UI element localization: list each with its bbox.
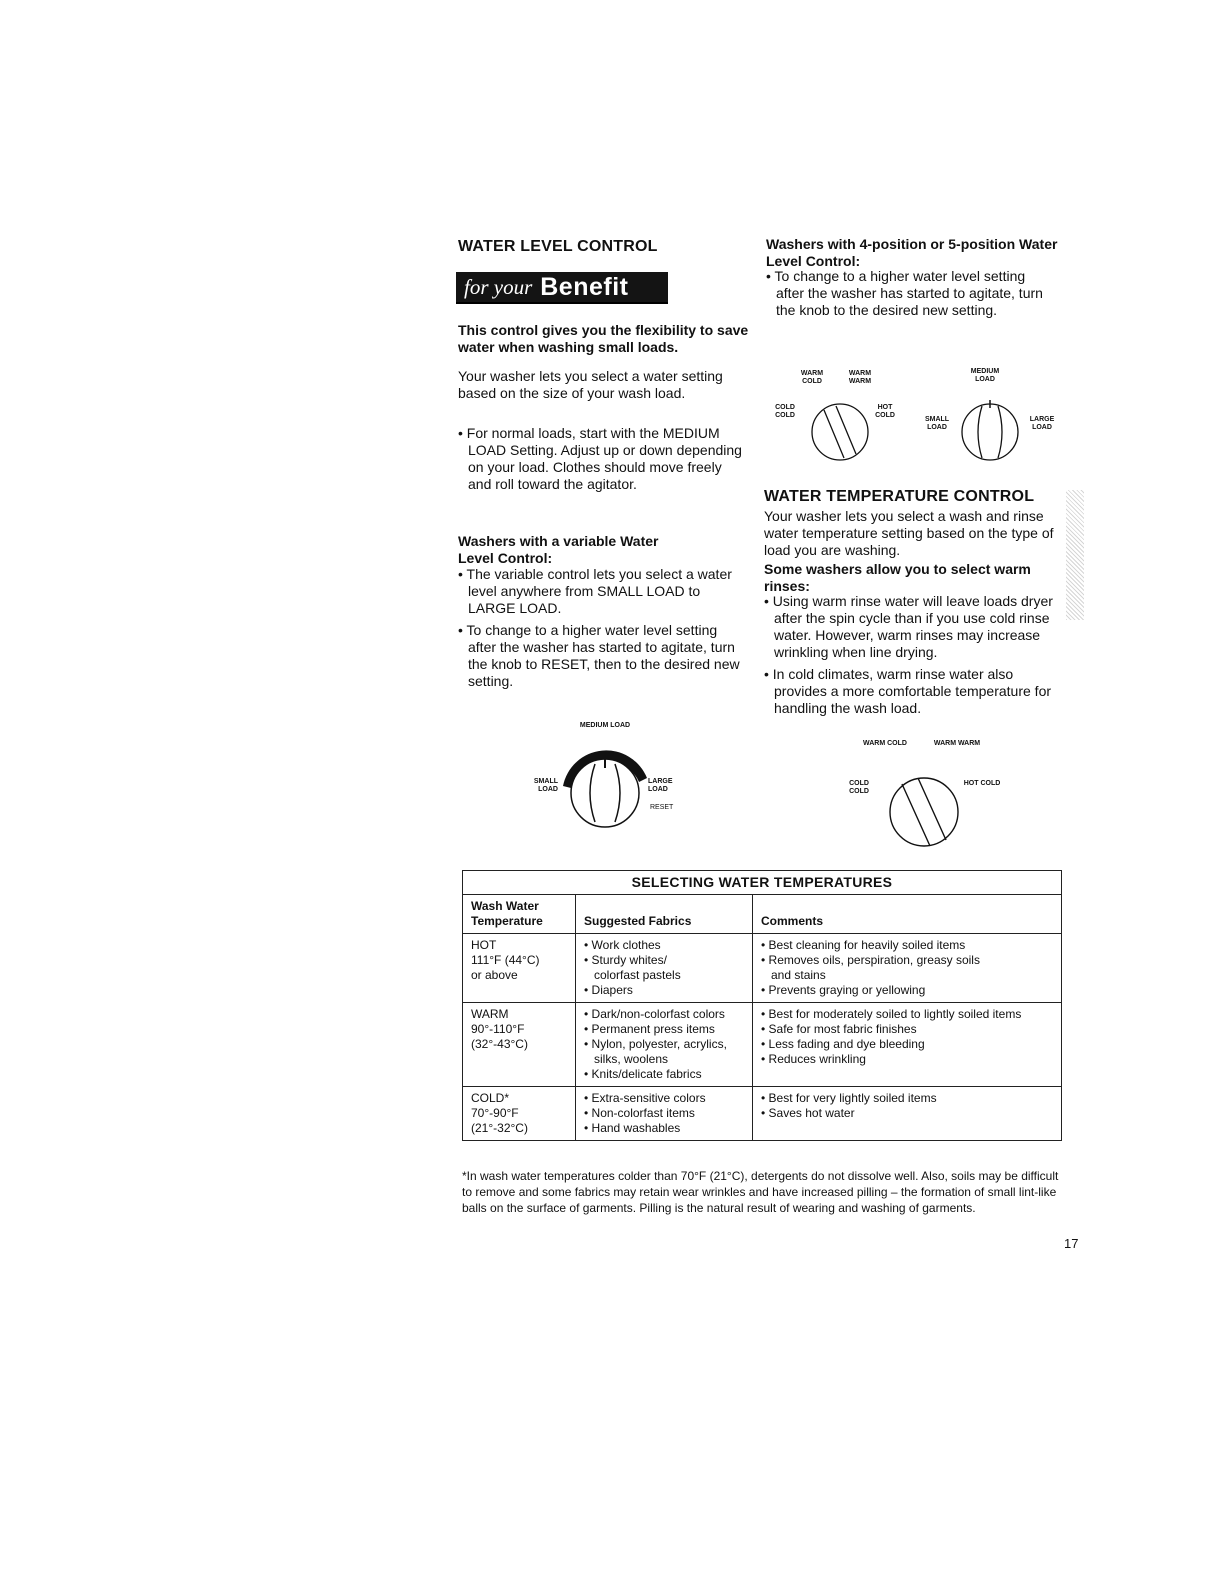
table-header-fabrics: Suggested Fabrics (576, 895, 753, 934)
variable-level-dial (520, 718, 690, 833)
table-cell-fabrics: • Work clothes • Sturdy whites/ colorfast pastels • Diapers (576, 934, 753, 1003)
dial-label-warm-warm: WARM WARM (933, 740, 981, 747)
dial-label-warm-cold: WARM COLD (863, 740, 907, 747)
dial-label-medium-load: MEDIUM LOAD (970, 368, 1000, 383)
table-cell-fabrics: • Dark/non-colorfast colors • Permanent press items • Nylon, polyester, acrylics, silks, woolens • Knits/delicate fabrics (576, 1003, 753, 1087)
dial-label-warm-warm: WARM WARM (848, 370, 872, 385)
benefit-banner-part2: Benefit (540, 272, 629, 301)
dial-label-hot-cold: HOT COLD (963, 780, 1001, 787)
knob-icon (956, 394, 1024, 464)
dial-label-large-load: LARGE LOAD (648, 778, 673, 793)
water-level-intro: Your washer lets you select a water setting based on the size of your wash load. (458, 368, 723, 401)
footnote: *In wash water temperatures colder than 70°F (21°C), detergents do not dissolve well. Also, soils may be difficult to remove and some fabrics may retain wear wrinkles and have increased pilling – the formation of small lint-like balls on the surface of garments. Pilling is the natural result of wearing and washing of garments. (462, 1169, 1059, 1215)
water-level-heading: WATER LEVEL CONTROL (458, 238, 658, 255)
water-level-bullets (458, 420, 743, 493)
list-item: • The variable control lets you select a water level anywhere from SMALL LOAD to LARGE LOAD. (458, 566, 732, 616)
table-cell-temperature: WARM 90°-110°F (32°-43°C) (463, 1003, 576, 1087)
dial-label-small-load: SMALL LOAD (924, 416, 950, 431)
table-cell-comments: • Best for very lightly soiled items • Saves hot water (753, 1087, 1062, 1141)
water-level-lead: This control gives you the flexibility to save water when washing small loads. (458, 322, 749, 355)
water-temperature-heading: WATER TEMPERATURE CONTROL (764, 488, 1035, 505)
dial-label-reset: RESET (650, 804, 674, 811)
dial-label-large-load: LARGE LOAD (1029, 416, 1055, 431)
table-header-temperature: Wash Water Temperature (463, 895, 576, 934)
table-cell-comments: • Best for moderately soiled to lightly soiled items • Safe for most fabric finishes • Less fading and dye bleeding • Reduces wrinkling (753, 1003, 1062, 1087)
position-control-heading: Washers with 4-position or 5-position Water Level Control: (766, 236, 1058, 269)
table-title: SELECTING WATER TEMPERATURES (463, 871, 1062, 895)
list-item: • For normal loads, start with the MEDIUM LOAD Setting. Adjust up or down depending on your load. Clothes should move freely and roll toward the agitator. (458, 425, 742, 492)
edge-index-tab (1066, 490, 1084, 620)
table-cell-temperature: COLD* 70°-90°F (21°-32°C) (463, 1087, 576, 1141)
table-cell-fabrics: • Extra-sensitive colors • Non-colorfast items • Hand washables (576, 1087, 753, 1141)
warm-rinse-bullets (764, 593, 1056, 717)
table-row (463, 1087, 1062, 1141)
table-row (463, 934, 1062, 1003)
table-cell-comments: • Best cleaning for heavily soiled items • Removes oils, perspiration, greasy soils and stains • Prevents graying or yellowing (753, 934, 1062, 1003)
warm-rinse-heading: Some washers allow you to select warm rinses: (764, 561, 1031, 594)
dial-label-hot-cold: HOT COLD (875, 404, 895, 419)
variable-control-heading: Washers with a variable Water Level Control: (458, 533, 659, 566)
variable-control-bullets (458, 566, 743, 690)
table-row (463, 1003, 1062, 1087)
temperature-dial-small (770, 368, 910, 468)
knob-icon (880, 766, 968, 850)
knob-icon (555, 738, 655, 833)
page-number: 17 (1064, 1236, 1079, 1251)
water-temperature-table (462, 870, 1062, 1141)
table-header-comments: Comments (753, 895, 1062, 934)
list-item: • Using warm rinse water will leave loads dryer after the spin cycle than if you use cold rinse water. However, warm rinses may increase wrinkling when line drying. (764, 593, 1053, 660)
benefit-banner (456, 272, 668, 304)
dial-label-medium-load: MEDIUM LOAD (579, 722, 631, 729)
table-cell-temperature: HOT 111°F (44°C) or above (463, 934, 576, 1003)
dial-label-cold-cold: COLD COLD (775, 404, 795, 419)
water-level-dial-small (920, 368, 1060, 468)
water-temperature-intro: Your washer lets you select a wash and rinse water temperature setting based on the type of load you are washing. (764, 508, 1054, 558)
list-item: • To change to a higher water level setting after the washer has started to agitate, turn the knob to RESET, then to the desired new setting. (458, 622, 740, 689)
knob-icon (808, 394, 872, 464)
dial-label-warm-cold: WARM COLD (800, 370, 824, 385)
benefit-banner-part1: for your (464, 274, 533, 299)
list-item: • In cold climates, warm rinse water also provides a more comfortable temperature for handling the wash load. (764, 666, 1052, 716)
temperature-dial-large (840, 738, 1010, 850)
position-control-bullets (766, 268, 1046, 319)
dial-label-cold-cold: COLD COLD (849, 780, 869, 795)
dial-label-small-load: SMALL LOAD (533, 778, 558, 793)
list-item: • To change to a higher water level setting after the washer has started to agitate, turn the knob to the desired new setting. (766, 268, 1043, 318)
